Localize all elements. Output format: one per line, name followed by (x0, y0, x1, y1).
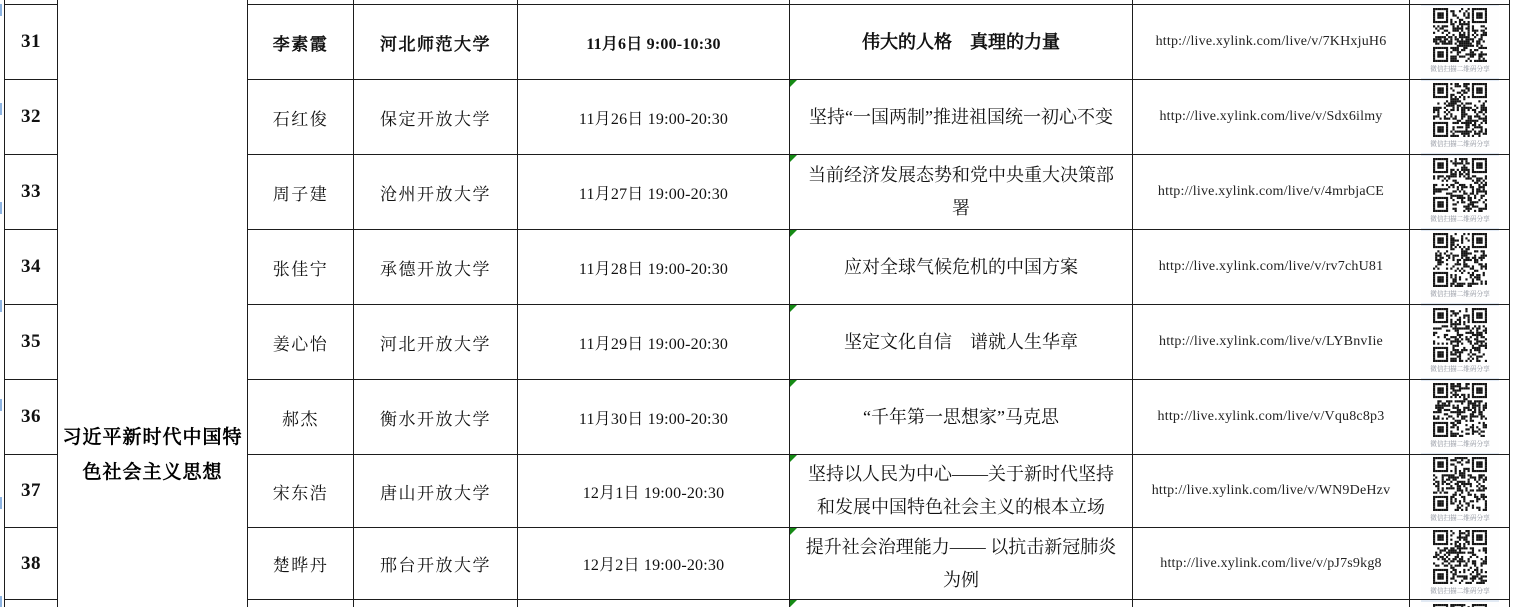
datetime-cell[interactable] (518, 528, 790, 600)
qr-caption: 微信扫描二维码分享 (1429, 587, 1490, 595)
lecturer-name-cell[interactable] (248, 80, 354, 155)
lecture-datetime: 11月6日 9:00-10:30 (586, 35, 721, 53)
row-number: 38 (21, 552, 41, 574)
lecturer-name-cell[interactable] (248, 380, 354, 455)
qr-code-image[interactable] (1433, 457, 1487, 511)
lecture-topic: 坚持以人民为中心——关于新时代坚持和发展中国特色社会主义的根本立场 (808, 464, 1114, 517)
live-url-cell[interactable] (1133, 80, 1410, 155)
comment-marker-icon (790, 455, 797, 462)
qr-cell[interactable] (1410, 230, 1510, 305)
grid-tick (0, 596, 2, 607)
qr-code-image[interactable] (1433, 83, 1487, 137)
lecturer-name-cell[interactable] (248, 155, 354, 230)
row-number: 34 (21, 256, 41, 277)
datetime-cell[interactable] (518, 155, 790, 230)
lecturer-name-cell[interactable] (248, 5, 354, 80)
live-url-cell[interactable] (1133, 380, 1410, 455)
qr-caption: 微信扫描二维码分享 (1429, 215, 1490, 223)
live-url-cell[interactable] (1133, 305, 1410, 380)
partial-row-bottom-cell (354, 600, 518, 607)
row-number-cell[interactable] (5, 455, 58, 528)
row-number-cell[interactable] (5, 5, 58, 80)
qr-caption: 微信扫描二维码分享 (1429, 65, 1490, 73)
row-number: 37 (21, 480, 41, 501)
category-label: 习近平新时代中国特色社会主义思想 (62, 427, 243, 483)
university-cell[interactable] (354, 380, 518, 455)
university-name: 衡水开放大学 (380, 409, 491, 429)
comment-marker-icon (790, 230, 797, 237)
qr-caption: 微信扫描二维码分享 (1429, 140, 1490, 148)
lecture-datetime: 11月26日 19:00-20:30 (578, 110, 729, 128)
university-name: 承德开放大学 (380, 259, 491, 279)
lecture-datetime: 11月29日 19:00-20:30 (578, 335, 729, 353)
qr-cell[interactable] (1410, 305, 1510, 380)
row-number-cell[interactable] (5, 155, 58, 230)
live-url-cell[interactable] (1133, 155, 1410, 230)
qr-code-image[interactable] (1433, 8, 1487, 62)
qr-code-image[interactable] (1433, 158, 1487, 212)
topic-cell[interactable] (790, 80, 1133, 155)
row-number-cell[interactable] (5, 80, 58, 155)
university-name: 保定开放大学 (380, 109, 491, 129)
qr-cell[interactable] (1410, 155, 1510, 230)
grid-tick (0, 4, 2, 16)
row-number: 32 (21, 106, 41, 127)
live-url-text: http://live.xylink.com/live/v/rv7chU81 (1158, 259, 1384, 274)
lecture-topic: 当前经济发展态势和党中央重大决策部署 (808, 165, 1114, 218)
qr-code-block[interactable] (1421, 528, 1499, 600)
university-cell[interactable] (354, 5, 518, 80)
live-url-text: http://live.xylink.com/live/v/7KHxjuH6 (1155, 34, 1387, 49)
lecturer-name: 石红俊 (272, 109, 329, 129)
comment-marker-icon (790, 80, 797, 87)
row-number-cell[interactable] (5, 305, 58, 380)
datetime-cell[interactable] (518, 230, 790, 305)
partial-row-bottom-cell (518, 600, 790, 607)
partial-row-bottom-cell (790, 600, 1133, 607)
lecture-topic: “千年第一思想家”马克思 (863, 406, 1059, 427)
topic-cell[interactable] (790, 305, 1133, 380)
qr-code-image[interactable] (1433, 530, 1487, 584)
lecture-datetime: 11月30日 19:00-20:30 (578, 410, 729, 428)
qr-cell[interactable] (1410, 5, 1510, 80)
row-number: 31 (21, 31, 41, 52)
lecture-datetime: 11月28日 19:00-20:30 (578, 260, 729, 278)
partial-row-bottom-cell (1133, 600, 1410, 607)
lecturer-name: 宋东浩 (272, 483, 329, 503)
university-cell[interactable] (354, 455, 518, 528)
live-url-text: http://live.xylink.com/live/v/Sdx6ilmy (1159, 109, 1383, 124)
datetime-cell[interactable] (518, 455, 790, 528)
grid-tick (0, 399, 2, 411)
lecture-datetime: 11月27日 19:00-20:30 (578, 185, 729, 203)
lecturer-name: 姜心怡 (272, 334, 329, 354)
lecturer-name: 楚晔丹 (272, 556, 329, 575)
lecturer-name: 郝杰 (282, 409, 319, 429)
qr-caption: 微信扫描二维码分享 (1429, 514, 1490, 522)
qr-code-block[interactable] (1421, 155, 1499, 230)
datetime-cell[interactable] (518, 80, 790, 155)
topic-cell[interactable] (790, 230, 1133, 305)
live-url-text: http://live.xylink.com/live/v/Vqu8c8p3 (1157, 409, 1385, 424)
partial-row-bottom-cell (5, 600, 58, 607)
qr-code-block[interactable] (1421, 80, 1499, 155)
datetime-cell[interactable] (518, 305, 790, 380)
comment-marker-icon (790, 380, 797, 387)
qr-code-image[interactable] (1433, 308, 1487, 362)
qr-code-block[interactable] (1421, 380, 1499, 455)
topic-cell[interactable] (790, 455, 1133, 528)
live-url-text: http://live.xylink.com/live/v/WN9DeHzv (1151, 483, 1391, 498)
qr-caption: 微信扫描二维码分享 (1429, 440, 1490, 448)
lecture-topic: 伟大的人格 真理的力量 (862, 31, 1060, 52)
university-cell[interactable] (354, 80, 518, 155)
row-number-cell[interactable] (5, 380, 58, 455)
topic-cell[interactable] (790, 528, 1133, 600)
topic-cell[interactable] (790, 5, 1133, 80)
qr-caption: 微信扫描二维码分享 (1429, 365, 1490, 373)
comment-marker-icon (790, 600, 797, 607)
category-cell[interactable] (58, 0, 248, 607)
partial-row-bottom-cell (248, 600, 354, 607)
qr-cell[interactable] (1410, 455, 1510, 528)
university-name: 邢台开放大学 (380, 556, 491, 575)
university-cell[interactable] (354, 528, 518, 600)
grid-tick (0, 103, 2, 115)
qr-cell[interactable] (1410, 528, 1510, 600)
lecturer-name-cell[interactable] (248, 305, 354, 380)
university-name: 河北开放大学 (380, 334, 491, 354)
qr-cell[interactable] (1410, 80, 1510, 155)
university-name: 河北师范大学 (380, 34, 491, 54)
qr-code-image[interactable] (1433, 233, 1487, 287)
lecturer-name: 张佳宁 (272, 259, 329, 279)
qr-caption: 微信扫描二维码分享 (1429, 290, 1490, 298)
lecture-topic: 坚持“一国两制”推进祖国统一初心不变 (809, 106, 1113, 127)
live-url-cell[interactable] (1133, 528, 1410, 600)
row-number: 36 (21, 406, 41, 427)
live-url-cell[interactable] (1133, 5, 1410, 80)
live-url-cell[interactable] (1133, 230, 1410, 305)
datetime-cell[interactable] (518, 380, 790, 455)
university-cell[interactable] (354, 155, 518, 230)
qr-code-image[interactable] (1421, 600, 1499, 607)
comment-marker-icon (790, 305, 797, 312)
qr-code-block[interactable] (1421, 230, 1499, 305)
row-number-cell[interactable] (5, 528, 58, 600)
datetime-cell[interactable] (518, 5, 790, 80)
qr-code-block[interactable] (1421, 455, 1499, 528)
topic-cell[interactable] (790, 380, 1133, 455)
lecturer-name-cell[interactable] (248, 528, 354, 600)
lecture-topic: 应对全球气候危机的中国方案 (844, 256, 1078, 277)
partial-row-bottom-cell (1410, 600, 1510, 607)
row-number: 33 (21, 181, 41, 202)
topic-cell[interactable] (790, 155, 1133, 230)
row-number-cell[interactable] (5, 230, 58, 305)
lecture-topic: 提升社会治理能力—— 以抗击新冠肺炎为例 (805, 536, 1117, 590)
lecture-topic: 坚定文化自信 谱就人生华章 (844, 331, 1078, 352)
university-cell[interactable] (354, 305, 518, 380)
university-name: 唐山开放大学 (380, 483, 491, 503)
row-number: 35 (21, 331, 41, 352)
grid-tick (0, 202, 2, 214)
lecturer-name-cell[interactable] (248, 455, 354, 528)
live-url-text: http://live.xylink.com/live/v/4mrbjaCE (1157, 184, 1385, 199)
live-url-text: http://live.xylink.com/live/v/LYBnvIie (1159, 334, 1383, 349)
lecturer-name-cell[interactable] (248, 230, 354, 305)
university-cell[interactable] (354, 230, 518, 305)
lecture-datetime: 12月1日 19:00-20:30 (582, 484, 725, 502)
qr-cell[interactable] (1410, 380, 1510, 455)
lecture-datetime: 12月2日 19:00-20:30 (582, 557, 725, 574)
university-name: 沧州开放大学 (380, 184, 491, 204)
grid-tick (0, 497, 2, 509)
qr-code-block[interactable] (1421, 305, 1499, 380)
qr-code-image[interactable] (1433, 383, 1487, 437)
lecturer-name: 李素霞 (272, 34, 329, 54)
lecturer-name: 周子建 (272, 184, 329, 204)
live-url-cell[interactable] (1133, 455, 1410, 528)
qr-code-block[interactable] (1421, 5, 1499, 80)
grid-tick (0, 300, 2, 312)
live-url-text: http://live.xylink.com/live/v/pJ7s9kg8 (1160, 555, 1382, 571)
comment-marker-icon (790, 155, 797, 162)
comment-marker-icon (790, 528, 797, 535)
